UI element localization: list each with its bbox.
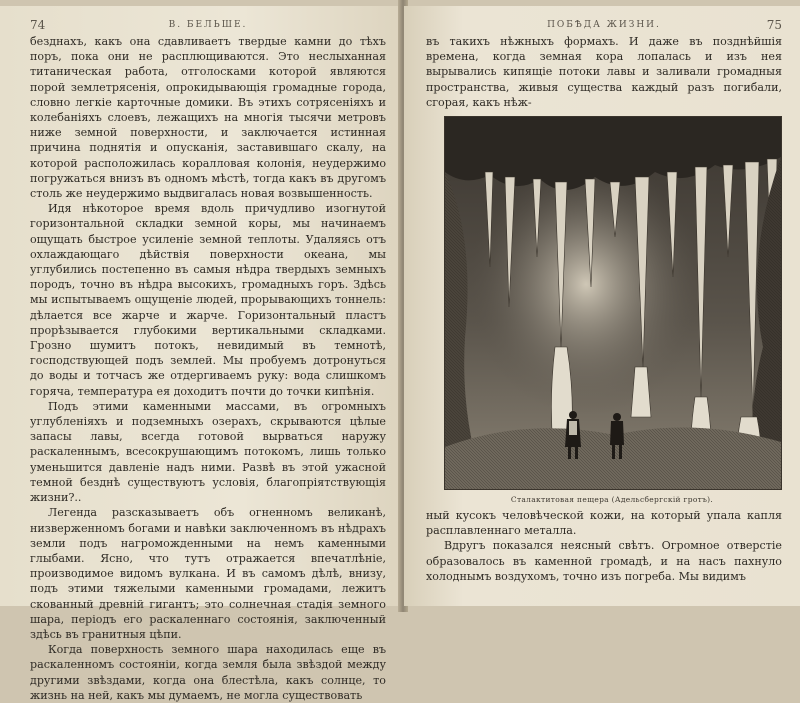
paragraph: безднахъ, какъ она сдавливаетъ твердые камни до тѣхъ поръ, пока они не расплющиваются. Это неслыханная титаническая работа, отголосками которой являются порой землетрясенія, опрокидывающія громадные города, словно легкіе карточные домики. Въ этихъ сотрясеніяхъ и колебаніяхъ слоевъ, лежащихъ на многія тысячи метровъ ниже земной поверхности, и заключается истинная причина поднятія и опусканія, заставившаго скалу, на которой расположилась коралловая колонія, неудержимо погружаться внизъ въ одномъ мѣстѣ, тогда какъ въ другомъ столь же неудержимо выдвигалась новая возвышенность. — [30, 35, 386, 201]
left-page-number: 74 — [30, 18, 46, 32]
paragraph: въ такихъ нѣжныхъ формахъ. И даже въ позднѣйшія времена, когда земная кора лопалась и изъ нея вырывались кипящіе потоки лавы и заливали громадныя пространства, живыя существа каждый разъ погибали, сгорая, какъ нѣж- — [426, 35, 782, 109]
paragraph: Легенда разсказываетъ объ огненномъ великанѣ, низверженномъ богами и навѣки заключенномъ въ нѣдрахъ земли подъ нагроможденными на немъ каменными глыбами. Ясно, что тутъ отражается впечатлѣніе, производимое видомъ вулкана. И въ самомъ дѣлѣ, внизу, подъ этими тяжелыми каменными громадами, лежитъ скованный древній гигантъ; это солнечная стадія земного шара, періодъ его раскаленнаго состоянія, заключенный здѣсь въ гранитныя цѣпи. — [30, 506, 386, 641]
right-page — [404, 6, 800, 606]
cave-illustration-figure — [444, 116, 780, 504]
right-running-title: ПОБѢДА ЖИЗНИ. — [547, 20, 661, 30]
right-top-text — [426, 34, 782, 110]
paragraph: Идя нѣкоторое время вдоль причудливо изогнутой горизонтальной складки земной коры, мы начинаемъ ощущать быстрое усиленіе земной теплоты. Удаляясь отъ охлаждающаго дѣйствія поверхности океана, мы углубились постепенно въ самыя нѣдра твердыхъ земныхъ породъ, точно въ нѣдра высокихъ, громадныхъ горъ. Здѣсь мы испытываемъ ощущеніе людей, прорывающихъ тоннель: дѣлается все жарче и жарче. Горизонтальный пластъ прорѣзывается глубокими вертикальными складками. Грозно шумитъ потокъ, невидимый въ темнотѣ, господствующей подъ землей. Мы пробуемъ дотронуться до воды и тотчасъ же отдергиваемъ руку: вода слишкомъ горяча, температура ея доходитъ почти до точки кипѣнія. — [30, 202, 386, 398]
left-body-text — [30, 34, 386, 703]
stalactite-cave-engraving — [444, 116, 782, 490]
right-bottom-text — [426, 508, 782, 584]
paragraph: ный кусокъ человѣческой кожи, на который упала капля расплавленнаго металла. — [426, 509, 782, 538]
paragraph: Когда поверхность земного шара находилась еще въ раскаленномъ состояніи, когда земля была звѣздой между другими звѣздами, когда она блестѣла, какъ солнце, то жизнь на ней, какъ мы думаемъ, не могла существовать — [30, 643, 386, 702]
figure-caption: Сталактитовая пещера (Адельсбергскій гротъ). — [510, 495, 714, 505]
right-running-head — [426, 18, 782, 34]
left-page — [0, 6, 402, 702]
left-running-head — [30, 18, 386, 34]
paragraph: Вдругъ показался неясный свѣтъ. Огромное отверстіе образовалось въ каменной громадѣ, и на насъ пахнуло холоднымъ воздухомъ, точно изъ погреба. Мы видимъ — [426, 539, 782, 583]
left-running-title: В. БЕЛЬШЕ. — [168, 20, 248, 30]
right-page-number: 75 — [766, 18, 782, 32]
paragraph: Подъ этими каменными массами, въ огромныхъ углубленіяхъ и подземныхъ озерахъ, скрываются цѣлые запасы лавы, всегда готовой вырваться наружу раскаленнымъ, всесокрушающимъ потокомъ, лишь только уменьшится давленіе надъ ними. Развѣ въ этой ужасной темной безднѣ существуютъ условія, благопріятствующія жизни?.. — [30, 399, 386, 505]
